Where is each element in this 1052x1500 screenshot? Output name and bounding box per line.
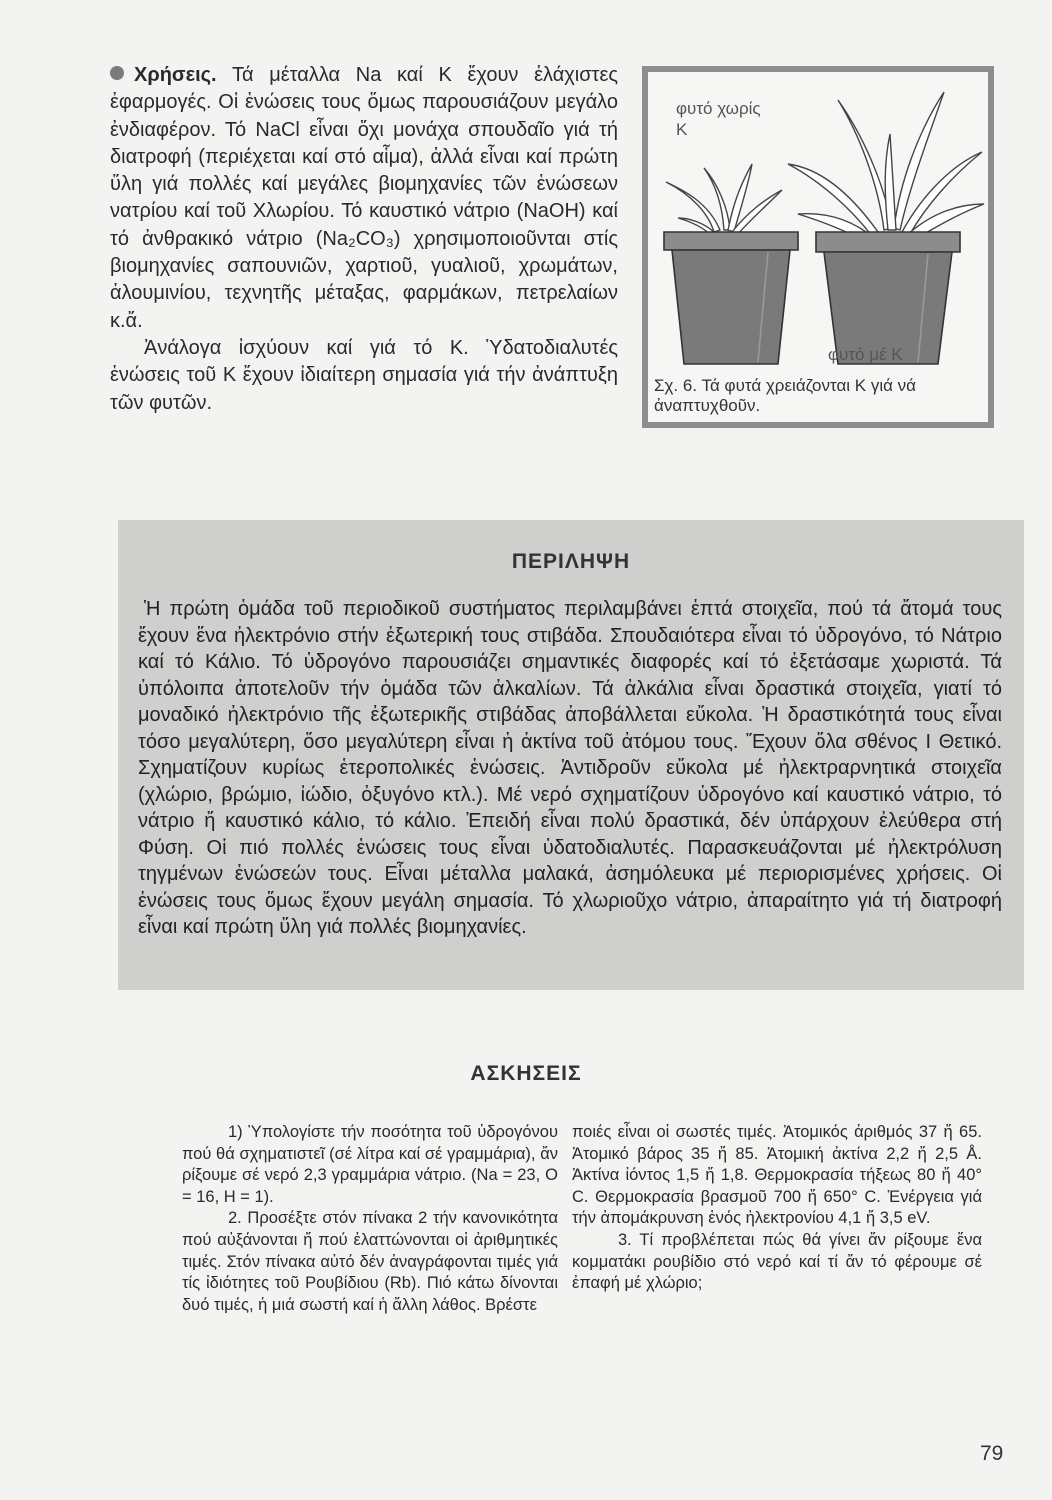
page-number: 79: [980, 1442, 1004, 1465]
exercises-left-column: [182, 1122, 558, 1316]
summary-text: Ἡ πρώτη ὁμάδα τοῦ περιοδικοῦ συστήματος περιλαμβάνει ἑπτά στοιχεῖα, πού τά ἄτομά τους ἔχουν ἕνα ἠλεκτρόνιο στήν ἐξωτερική τους στιβάδα. Σπουδαιότερα εἶναι τό ὑδρογόνο, τό Νάτριο καί τό Κάλιο. Τό ὑδρογόνο παρουσιάζει σημαντικές διαφορές καί τό ἐξετάσαμε χωριστά. Τά ὑπόλοιπα ἀποτελοῦν τήν ὁμάδα τῶν ἀλκαλίων. Τά ἀλκάλια εἶναι δραστικά στοιχεῖα, γιατί τό μοναδικό ἠλεκτρόνιο τῆς ἐξωτερικῆς στιβάδας ἀποβάλλεται εὔκολα. Ἡ δραστικότητά τους εἶναι τόσο μεγαλύτερη, ὅσο μεγαλύτερη εἶναι ἡ ἀκτίνα τοῦ ἀτόμου τους. Ἔχουν ὅλα σθένος I Θετικό. Σχηματίζουν κυρίως ἑτεροπολικές ἑνώσεις. Ἀντιδροῦν εὔκολα μέ ἠλεκτραρνητικά στοιχεῖα (χλώριο, βρώμιο, ἰώδιο, ὀξυγόνο κτλ.). Μέ νερό σχηματίζουν ὑδρογόνο καί καυστικό νάτριο, τό νάτριο ἤ καυστικό κάλιο, τό κάλιο. Ἐπειδή εἶναι πολύ δραστικά, δέν ὑπάρχουν ἐλεύθερα στή Φύση. Οἱ πιό πολλές ἑνώσεις τους εἶναι ὑδατοδιαλυτές. Παρασκευάζονται μέ ἠλεκτρόλυση τηγμένων ἑνώσεών τους. Εἶναι μέταλλα μαλακά, ἀσημόλευκα μέ περιορισμένες χρήσεις. Οἱ ἑνώσεις τους ὅμως ἔχουν μεγάλη σημασία. Τό χλωριοῦχο νάτριο, ἀπαραίτητο γιά τή διατροφή εἶναι καί πρώτη ὕλη γιά πολλές βιομηχανίες.: [138, 598, 1002, 938]
exercises-right-column: [572, 1122, 982, 1295]
usage-paragraph-1: [110, 62, 618, 335]
plant-without-k-icon: [666, 164, 782, 236]
exercises-title: ΑΣΚΗΣΕΙΣ: [470, 1062, 582, 1085]
usage-section: [110, 62, 618, 417]
summary-box: [118, 520, 1024, 990]
usage-paragraph-2: Ἀνάλογα ἰσχύουν καί γιά τό K. Ὑδατοδιαλυτές ἑνώσεις τοῦ K ἔχουν ἰδιαίτερη σημασία γιά τήν ἀνάπτυξη τῶν φυτῶν.: [110, 336, 618, 414]
exercise-3: 3. Τί προβλέπεται πώς θά γίνει ἄν ρίξουμε ἕνα κομματάκι ρουβίδιο στό νερό καί τί ἄν τό φέρουμε σέ ἐπαφή μέ χλώριο;: [572, 1230, 982, 1293]
exercise-1: 1) Ὑπολογίστε τήν ποσότητα τοῦ ὑδρογόνου πού θά σχηματιστεῖ (σέ λίτρα καί σέ γραμμάρια), ἄν ρίξουμε σέ νερό 2,3 γραμμάρια νάτριο. (Na = 23, O = 16, H = 1).: [182, 1123, 558, 1206]
plant-with-k-icon: [788, 92, 984, 242]
pot-left-icon: [664, 232, 798, 364]
label-plant-without-k: φυτό χωρίς K: [676, 99, 761, 139]
label-plant-with-k: φυτό μέ K: [828, 345, 903, 364]
bullet-icon: [110, 66, 124, 80]
exercise-2: 2. Προσέξτε στόν πίνακα 2 τήν κανονικότητα πού αὐξάνονται ἤ πού ἐλαττώνονται οἱ ἀριθμητικές τιμές. Στόν πίνακα αὐτό δέν ἀναγράφονται τιμές γιά τίς ἰδιότητες τοῦ Ρουβίδιου (Rb). Πιό κάτω δίνονται δυό τιμές, ἡ μιά σωστή καί ἡ ἄλλη λάθος. Βρέστε: [182, 1209, 558, 1314]
usage-text-1: Τά μέταλλα Na καί K ἔχουν ἐλάχιστες ἐφαρμογές. Οἱ ἑνώσεις τους ὅμως παρουσιάζουν μεγάλο ἐνδιαφέρον. Τό NaCl εἶναι ὄχι μονάχα σπουδαῖο γιά τή διατροφή (περιέχεται καί στό αἷμα), ἀλλά εἶναι καί πρώτη ὕλη γιά πολλές καί μεγάλες βιομηχανίες τῶν ἑνώσεων νατρίου καί τοῦ Χλωρίου. Τό καυστικό νάτριο (NaOH) καί τό ἀνθρακικό νάτριο (Na₂CO₃) χρησιμοποιοῦνται στίς βιομηχανίες σαπουνιῶν, χαρτιοῦ, γυαλιοῦ, χρωμάτων, ἀλουμινίου, τεχνητῆς μέταξας, φαρμάκων, πετρελαίων κ.ἄ.: [110, 64, 618, 332]
figure-caption: Σχ. 6. Τά φυτά χρειάζονται K γιά νά ἀναπτυχθοῦν.: [654, 376, 916, 415]
exercise-2-continued: ποιές εἶναι οἱ σωστές τιμές. Ἀτομικός ἀριθμός 37 ἤ 65. Ἀτομικό βάρος 35 ἤ 85. Ἀτομική ἀκτίνα 2,2 ἤ 2,5 Å. Ἀκτίνα ἰόντος 1,5 ἤ 1,8. Θερμοκρασία τήξεως 80 ἤ 40° C. Θερμοκρασία βρασμοῦ 700 ἤ 650° C. Ἐνέργεια γιά τήν ἀπομάκρυνση ἑνός ἠλεκτρονίου 4,1 ἤ 3,5 eV.: [572, 1123, 982, 1228]
summary-title: ΠΕΡΙΛΗΨΗ: [511, 550, 631, 573]
plant-figure: [642, 66, 994, 428]
usage-heading: Χρήσεις.: [134, 64, 217, 86]
